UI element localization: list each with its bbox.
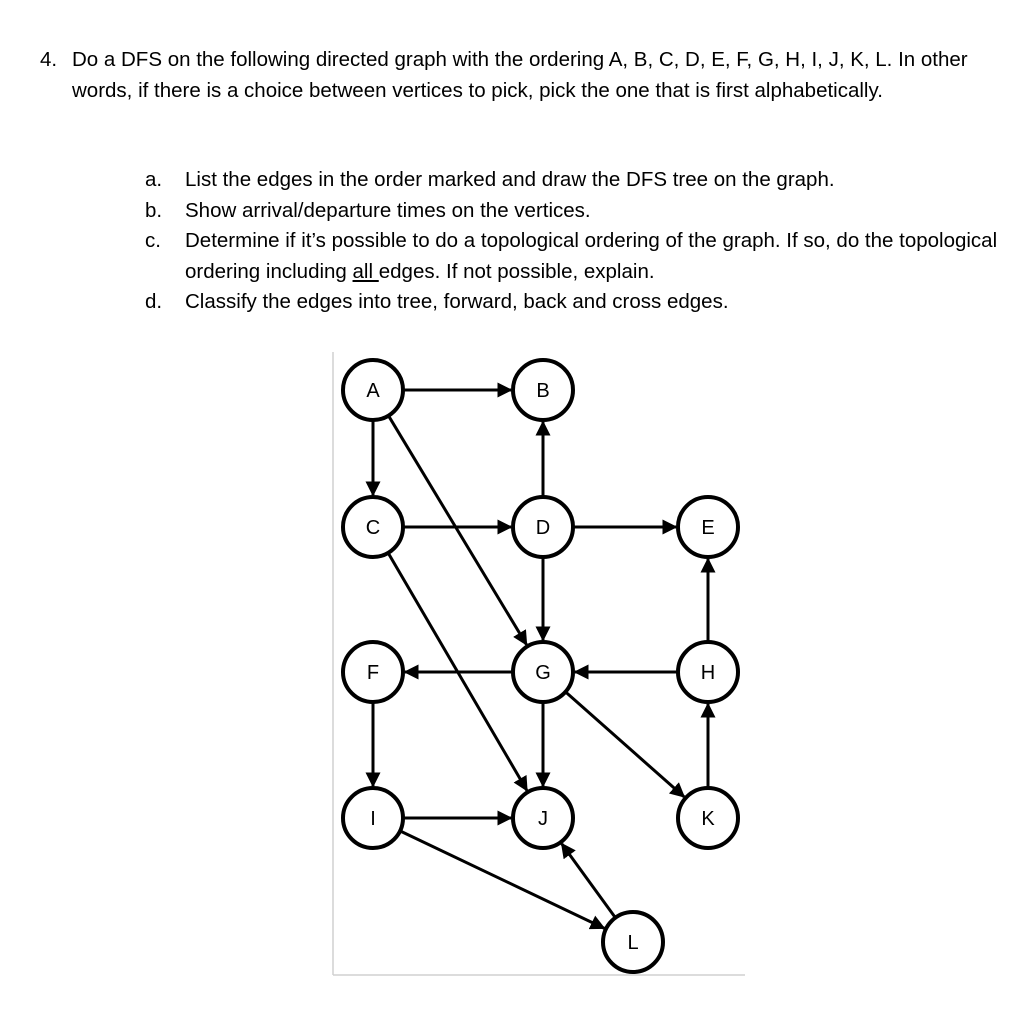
node-k [678,788,738,848]
part-letter: c. [145,229,161,252]
part-text-before: Determine if it’s possible to do a topological ordering of the graph. If so, do the topological ordering including [185,229,998,283]
node-label: A [366,380,380,402]
part-letter: a. [145,168,163,191]
edge-a-g [389,417,526,645]
question-text: Do a DFS on the following directed graph with the ordering A, B, C, D, E, F, G, H, I, J, K, L. In other words, if there is a choice between vertices to pick, pick the one that is first alphabetically. [72,48,968,102]
graph-nodes [343,360,738,972]
edge-l-j [562,844,615,917]
node-label: D [535,517,551,539]
part-letter: d. [145,290,163,313]
node-i [343,788,403,848]
part-letter: b. [145,198,163,222]
node-h [678,642,738,702]
part-text: List the edges in the order marked and draw the DFS tree on the graph. [185,168,835,191]
node-label: E [701,517,715,539]
node-l [603,912,663,972]
node-g [513,642,573,702]
question-number: 4. [40,48,58,71]
part-text: Show arrival/departure times on the vertices. [185,198,591,222]
node-f [343,642,403,702]
node-d [513,497,573,557]
node-label: L [627,932,639,954]
node-a [343,360,403,420]
node-label: G [535,662,551,684]
node-label: H [700,662,716,684]
node-label: C [365,517,381,539]
node-label: F [366,662,380,684]
node-c [343,497,403,557]
node-j [513,788,573,848]
node-label: B [536,380,550,402]
node-label: J [538,808,548,830]
node-label: K [701,808,715,830]
node-e [678,497,738,557]
edge-i-l [401,831,604,928]
node-label: I [370,808,376,830]
edge-g-k [566,693,684,797]
part-text-underlined: all [352,259,379,283]
part-text: Classify the edges into tree, forward, back and cross edges. [185,290,729,313]
node-b [513,360,573,420]
part-text-after: edges. If not possible, explain. [378,259,655,283]
